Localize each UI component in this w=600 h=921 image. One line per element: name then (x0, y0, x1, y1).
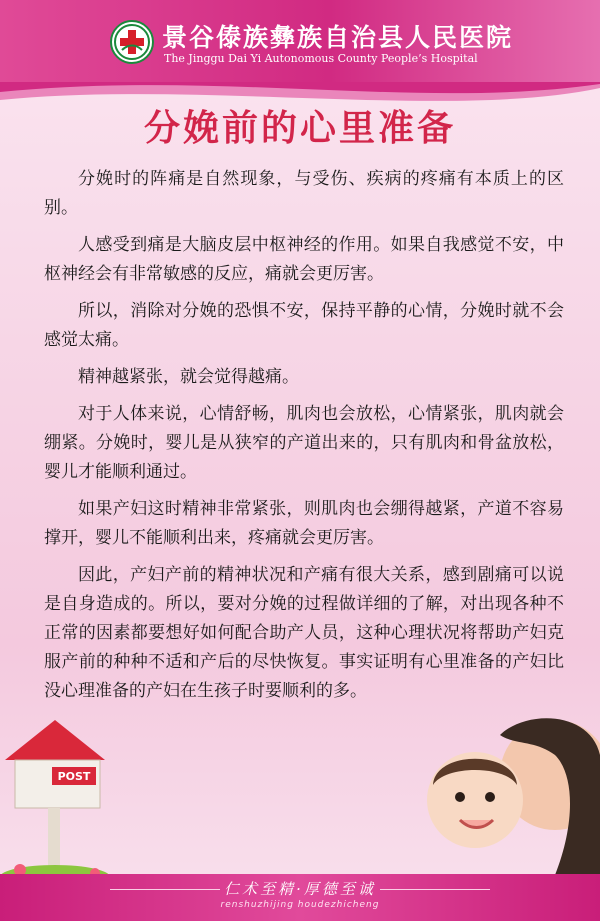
mailbox-icon (0, 705, 130, 890)
hospital-name-en: The Jinggu Dai Yi Autonomous County People’s Hospital (164, 52, 478, 65)
footer-slogan: 仁术至精·厚德至诚 (224, 880, 376, 898)
mailbox-label: POST (57, 770, 91, 783)
footer-slogan-pinyin: renshuzhijing houdezhicheng (220, 900, 380, 910)
paragraph: 精神越紧张，就会觉得越痛。 (78, 367, 299, 387)
paragraph: 所以，消除对分娩的恐惧不安，保持平静的心情，分娩时就不会感觉太痛。 (44, 301, 564, 350)
paragraph: 人感受到痛是大脑皮层中枢神经的作用。如果自我感觉不安，中枢神经会有非常敏感的反应，痛就会更厉害。 (44, 235, 564, 284)
page-title: 分娩前的心里准备 (143, 108, 456, 149)
footer-banner (0, 874, 600, 921)
paragraph: 如果产妇这时精神非常紧张，则肌肉也会绷得越紧，产道不容易撑开，婴儿不能顺利出来，疼痛就会更厉害。 (44, 499, 564, 548)
mother-child-photo (405, 715, 600, 875)
hospital-name-cn: 景谷傣族彝族自治县人民医院 (162, 23, 514, 52)
article-body (44, 165, 564, 714)
paragraph: 分娩时的阵痛是自然现象，与受伤、疾病的疼痛有本质上的区别。 (44, 169, 564, 218)
hospital-cross-logo-icon (110, 20, 154, 64)
paragraph: 因此，产妇产前的精神状况和产痛有很大关系，感到剧痛可以说是自身造成的。所以，要对分娩的过程做详细的了解，对出现各种不正常的因素都要想好如何配合助产人员，这种心理状况将帮助产妇克服产前的种种不适和产后的尽快恢复。事实证明有心里准备的产妇比没心理准备的产妇在生孩子时要顺利的多。 (44, 565, 564, 701)
paragraph: 对于人体来说，心情舒畅，肌肉也会放松，心情紧张，肌肉就会绷紧。分娩时，婴儿是从狭窄的产道出来的，只有肌肉和骨盆放松，婴儿才能顺利通过。 (44, 404, 564, 482)
